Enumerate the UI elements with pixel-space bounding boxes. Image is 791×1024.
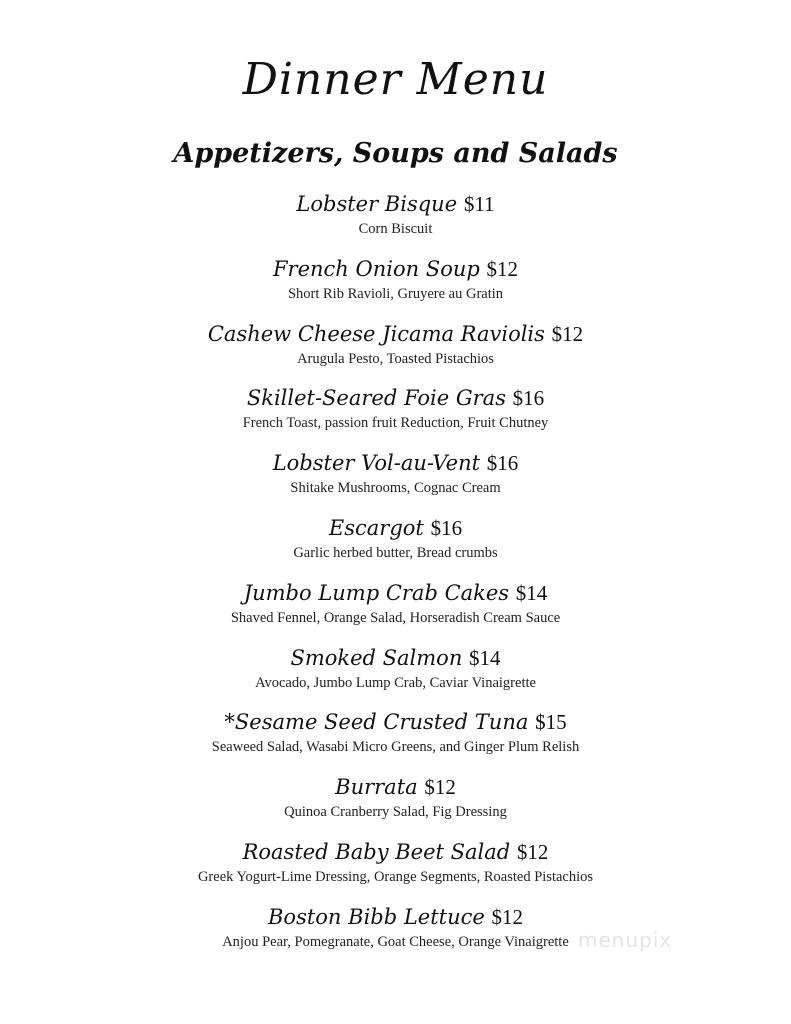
menu-title: Dinner Menu [242, 54, 549, 105]
menu-item-price: $12 [424, 775, 456, 800]
menu-item-description: Avocado, Jumbo Lump Crab, Caviar Vinaigrette [255, 674, 536, 691]
menu-item-name: Lobster Bisque [296, 192, 458, 216]
menu-item-name: Skillet-Seared Foie Gras [246, 386, 506, 411]
menu-item-price: $12 [486, 256, 518, 281]
menu-item-price: $12 [516, 839, 549, 864]
menu-item-name: Jumbo Lump Crab Cakes [243, 580, 510, 605]
menu-item-title [0, 642, 791, 674]
menu-item-price: $16 [430, 515, 463, 540]
menu-item [0, 577, 791, 642]
menu-item-price: $12 [551, 321, 584, 346]
menu-item-description: Shitake Mushrooms, Cognac Cream [290, 480, 501, 497]
menu-item-name: *Sesame Seed Crusted Tuna [224, 710, 529, 735]
menu-item-description: Quinoa Cranberry Salad, Fig Dressing [284, 804, 507, 821]
menu-item-name: Roasted Baby Beet Salad [242, 839, 511, 864]
menu-item-description: Corn Biscuit [358, 221, 433, 237]
watermark: menupix [578, 928, 673, 952]
menu-item-title [0, 512, 791, 544]
menu-item-description: Anjou Pear, Pomegranate, Goat Cheese, Orange Vinaigrette [222, 933, 569, 950]
menu-item-description: Greek Yogurt-Lime Dressing, Orange Segments, Roasted Pistachios [197, 868, 594, 885]
menu-item-title [0, 188, 791, 220]
menu-item-title [0, 706, 791, 738]
menu-item-description: French Toast, passion fruit Reduction, Fruit Chutney [242, 415, 549, 432]
menu-item [0, 642, 791, 707]
section-heading: Appetizers, Soups and Salads [173, 138, 618, 169]
menu-item-name: Smoked Salmon [290, 645, 463, 670]
menu-item-price: $16 [512, 386, 545, 411]
menu-item [0, 188, 791, 253]
menu-item-price: $16 [486, 451, 519, 476]
menu-item-title [0, 318, 791, 350]
menu-item [0, 512, 791, 577]
menu-item-title [0, 447, 791, 479]
menu-item [0, 447, 791, 512]
menu-item-name: Lobster Vol-au-Vent [272, 451, 481, 476]
menu-item-description: Seaweed Salad, Wasabi Micro Greens, and Ginger Plum Relish [211, 739, 580, 756]
menu-item-title [0, 836, 791, 868]
menu-item-name: Cashew Cheese Jicama Raviolis [207, 321, 545, 346]
menu-item-price: $12 [491, 904, 523, 929]
menu-item [0, 318, 791, 383]
menu-item-description: Short Rib Ravioli, Gruyere au Gratin [287, 285, 504, 302]
menu-item-name: Escargot [328, 515, 424, 540]
menu-item [0, 901, 791, 966]
menu-item [0, 771, 791, 836]
menu-item-title [0, 771, 791, 803]
menu-item-description: Arugula Pesto, Toasted Pistachios [297, 350, 494, 367]
menu-item-price: $15 [535, 710, 567, 735]
menu-item-price: $11 [463, 192, 495, 216]
menu-item [0, 706, 791, 771]
menu-item-name: Boston Bibb Lettuce [268, 904, 485, 929]
menu-item-description: Garlic herbed butter, Bread crumbs [293, 544, 498, 561]
menu-item-price: $14 [469, 645, 501, 670]
menu-item [0, 253, 791, 318]
menu-item [0, 382, 791, 447]
menu-item-name: Burrata [335, 775, 418, 800]
menu-item-title [0, 901, 791, 933]
menu-item-price: $14 [515, 580, 548, 605]
menu-item-list [0, 188, 791, 966]
menu-item-title [0, 577, 791, 609]
menu-item [0, 836, 791, 901]
menu-item-description: Shaved Fennel, Orange Salad, Horseradish Cream Sauce [230, 609, 561, 626]
menu-item-name: French Onion Soup [272, 256, 480, 281]
menu-item-title [0, 382, 791, 414]
menu-item-title [0, 253, 791, 285]
